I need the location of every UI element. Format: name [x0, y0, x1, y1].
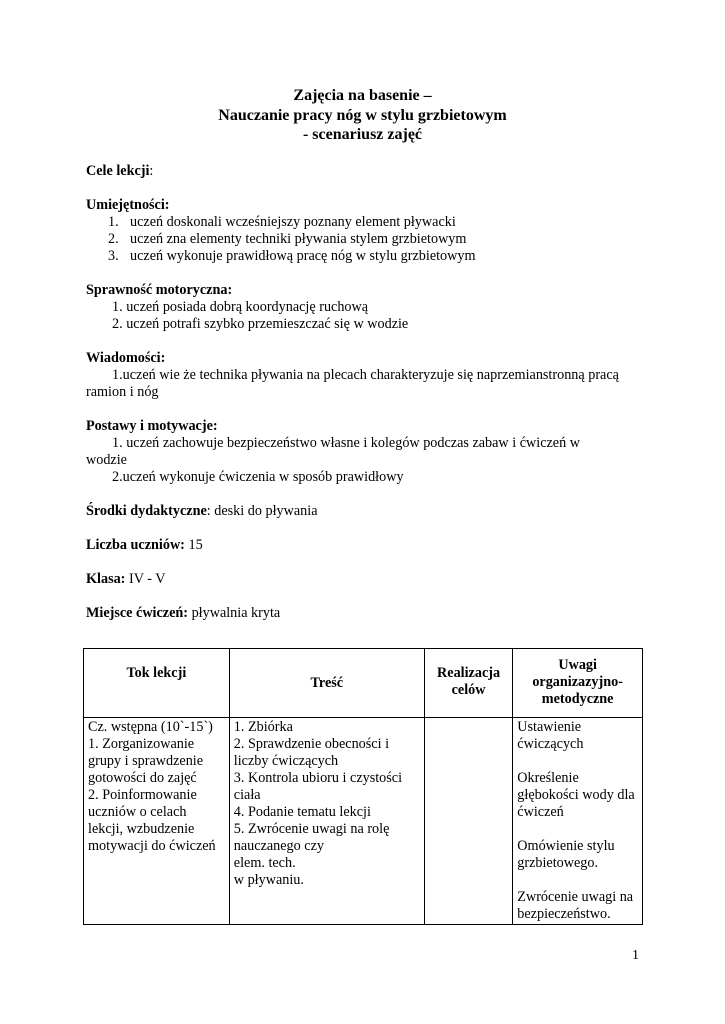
knowledge-section [86, 350, 646, 401]
list-item: 2. uczeń potrafi szybko przemieszczać się w wodzie [112, 316, 409, 332]
class-section [86, 571, 646, 588]
attitudes-section [86, 418, 646, 486]
knowledge-label: Wiadomości: [86, 350, 166, 366]
table-header-row [84, 649, 643, 718]
aids-label: Środki dydaktyczne [86, 503, 207, 519]
class-label: Klasa: [86, 571, 126, 587]
header-content: Treść [229, 649, 424, 718]
document-body [86, 163, 646, 622]
attitudes-label: Postawy i motywacje: [86, 418, 218, 434]
cell-lesson-flow: Cz. wstępna (10`-15`) 1. Zorganizowanie grupy i sprawdzenie gotowości do zajęć 2. Poinformowanie uczniów o celach lekcji, wzbudzenie motywacji do ćwiczeń [84, 718, 230, 925]
title-line-1: Zajęcia na basenie – [293, 87, 432, 104]
goals-suffix: : [149, 163, 154, 179]
list-item: 3. uczeń wykonuje prawidłową pracę nóg w stylu grzbietowym [108, 248, 476, 264]
students-section [86, 537, 646, 554]
list-item: 1. uczeń zachowuje bezpieczeństwo własne i kolegów podczas zabaw i ćwiczeń w wodzie [86, 435, 580, 468]
list-item: 1. uczeń doskonali wcześniejszy poznany element pływacki [108, 214, 456, 230]
place-value: pływalnia kryta [188, 605, 281, 621]
cell-goals-realization [424, 718, 512, 925]
goals-section [86, 163, 646, 180]
list-item: 2. uczeń zna elementy techniki pływania stylem grzbietowym [108, 231, 467, 247]
class-value: IV - V [125, 571, 166, 587]
students-label: Liczba uczniów: [86, 537, 185, 553]
goals-label: Cele lekcji [86, 163, 150, 179]
skills-list [86, 214, 646, 265]
place-label: Miejsce ćwiczeń: [86, 605, 189, 621]
aids-value: : deski do pływania [206, 503, 318, 519]
students-value: 15 [184, 537, 203, 553]
list-item: 2.uczeń wykonuje ćwiczenia w sposób prawidłowy [112, 469, 404, 485]
motor-section [86, 282, 646, 333]
cell-remarks: Ustawienie ćwiczących Określenie głębokości wody dla ćwiczeń Omówienie stylu grzbietowego. Zwrócenie uwagi na bezpieczeństwo. [513, 718, 643, 925]
lesson-table [83, 648, 643, 925]
motor-label: Sprawność motoryczna: [86, 282, 233, 298]
aids-section [86, 503, 646, 520]
place-section [86, 605, 646, 622]
table-row [84, 718, 643, 925]
cell-content: 1. Zbiórka 2. Sprawdzenie obecności i liczby ćwiczących 3. Kontrola ubioru i czystości ciała 4. Podanie tematu lekcji 5. Zwrócenie uwagi na rolę nauczanego czy elem. tech. w pływaniu. [229, 718, 424, 925]
header-remarks: Uwagi organizazyjno-metodyczne [513, 649, 643, 718]
title-line-3: - scenariusz zajęć [302, 126, 423, 143]
header-lesson-flow: Tok lekcji [84, 649, 230, 718]
header-goals-realization: Realizacja celów [424, 649, 512, 718]
document-title [0, 86, 725, 145]
page-number: 1 [632, 948, 639, 963]
skills-section [86, 197, 646, 265]
knowledge-text: 1.uczeń wie że technika pływania na plecach charakteryzuje się naprzemianstronną pracą ramion i nóg [86, 367, 619, 400]
skills-label: Umiejętności: [86, 197, 170, 213]
list-item: 1. uczeń posiada dobrą koordynację ruchową [112, 299, 369, 315]
title-line-2: Nauczanie pracy nóg w stylu grzbietowym [218, 106, 507, 124]
